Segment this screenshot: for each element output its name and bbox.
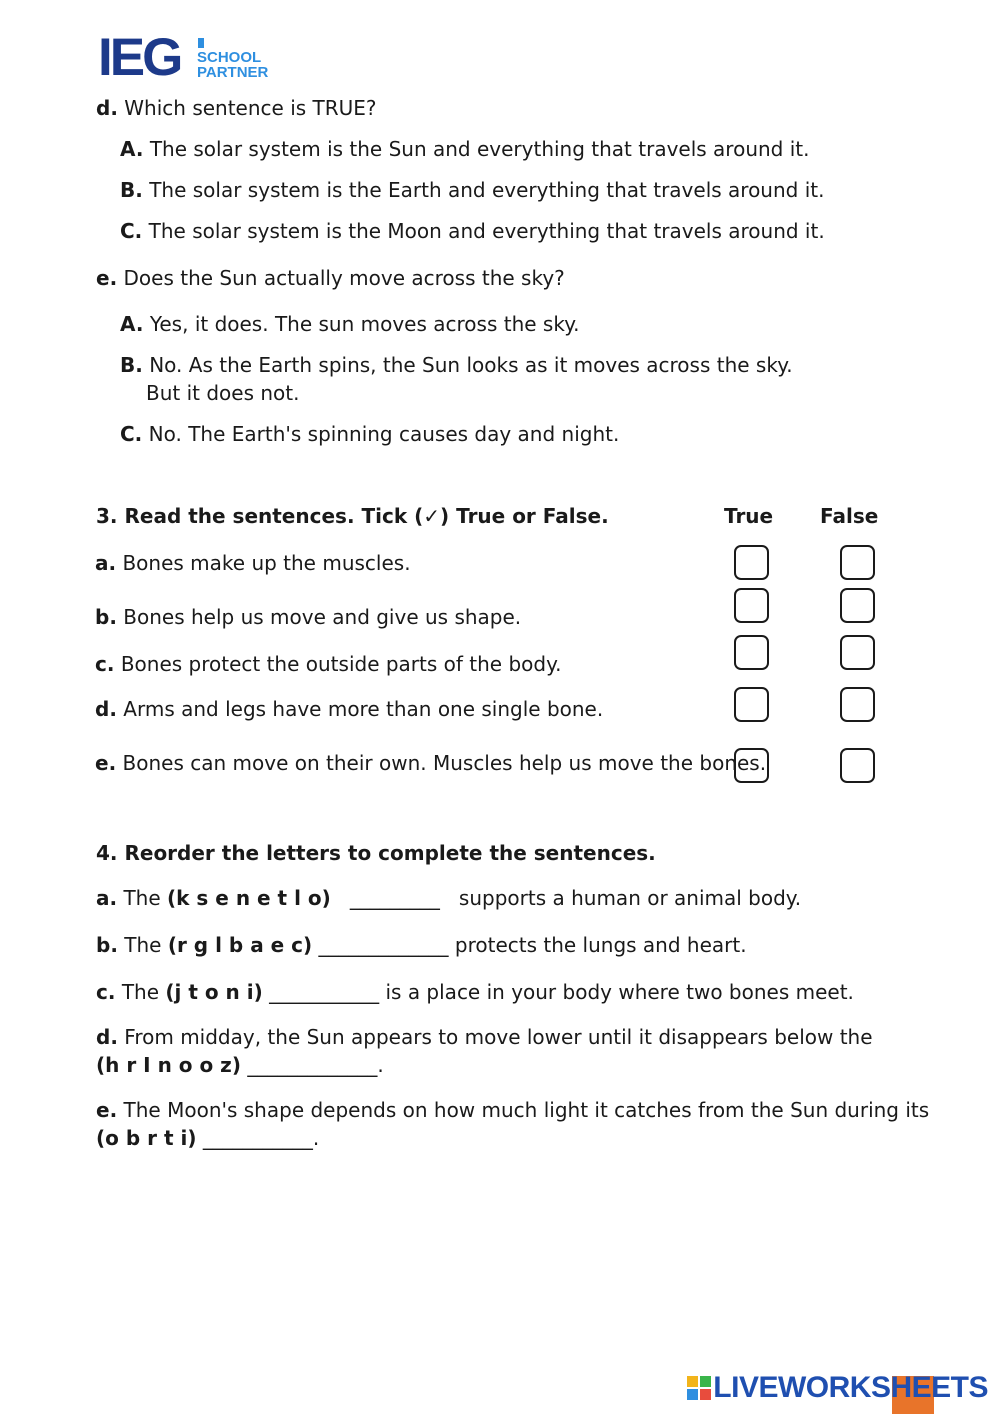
option-d-b[interactable]: B. The solar system is the Earth and everything that travels around it. — [120, 178, 825, 202]
checkbox-false-b[interactable] — [840, 588, 875, 623]
checkbox-false-e[interactable] — [840, 748, 875, 783]
column-true-header: True — [724, 504, 774, 528]
tf-statement-c: c. Bones protect the outside parts of the body. — [95, 652, 562, 676]
answer-blank-c[interactable]: ___________ — [269, 980, 380, 1004]
option-e-a[interactable]: A. Yes, it does. The sun moves across the sky. — [120, 312, 580, 336]
column-false-header: False — [820, 504, 879, 528]
reorder-item-e: e. The Moon's shape depends on how much light it catches from the Sun during its — [96, 1098, 930, 1122]
answer-blank-b[interactable]: _____________ — [318, 933, 449, 957]
liveworksheets-text: LIVEWORKSHEETS — [713, 1371, 988, 1404]
reorder-item-e-line2: (o b r t i) ___________. — [96, 1126, 320, 1150]
reorder-item-a: a. The (k s e n e t l o) _________ supports a human or animal body. — [96, 886, 802, 910]
checkbox-true-d[interactable] — [734, 687, 769, 722]
tf-statement-e: e. Bones can move on their own. Muscles help us move the bones. — [95, 751, 767, 775]
answer-blank-a[interactable]: _________ — [349, 886, 440, 910]
section-3-title: 3. Read the sentences. Tick (✓) True or False. — [96, 504, 609, 528]
tf-statement-a: a. Bones make up the muscles. — [95, 551, 411, 575]
checkbox-false-a[interactable] — [840, 545, 875, 580]
liveworksheets-icon — [687, 1376, 711, 1400]
reorder-item-b: b. The (r g l b a e c) _____________ protects the lungs and heart. — [96, 933, 747, 957]
option-e-b[interactable]: B. No. As the Earth spins, the Sun looks as it moves across the sky. — [120, 353, 793, 377]
option-e-c[interactable]: C. No. The Earth's spinning causes day and night. — [120, 422, 620, 446]
option-e-b-line2: But it does not. — [146, 381, 300, 405]
tf-statement-b: b. Bones help us move and give us shape. — [95, 605, 522, 629]
reorder-item-d-line2: (h r I n o o z) _____________. — [96, 1053, 384, 1077]
checkbox-false-c[interactable] — [840, 635, 875, 670]
section-4-title: 4. Reorder the letters to complete the sentences. — [96, 841, 656, 865]
checkbox-true-e[interactable] — [734, 748, 769, 783]
checkbox-true-a[interactable] — [734, 545, 769, 580]
answer-blank-e[interactable]: ___________ — [202, 1126, 313, 1150]
logo-flag-icon — [198, 38, 204, 48]
logo-ieg-text: IEG — [98, 28, 181, 87]
reorder-item-d: d. From midday, the Sun appears to move lower until it disappears below the — [96, 1025, 873, 1049]
checkbox-true-b[interactable] — [734, 588, 769, 623]
question-e: e. Does the Sun actually move across the sky? — [96, 266, 565, 290]
logo-partner-text: SCHOOL PARTNER — [197, 49, 269, 81]
option-d-a[interactable]: A. The solar system is the Sun and everything that travels around it. — [120, 137, 810, 161]
liveworksheets-logo[interactable] — [687, 1372, 988, 1404]
question-d: d. Which sentence is TRUE? — [96, 96, 377, 120]
checkbox-true-c[interactable] — [734, 635, 769, 670]
option-d-c[interactable]: C. The solar system is the Moon and everything that travels around it. — [120, 219, 825, 243]
checkbox-false-d[interactable] — [840, 687, 875, 722]
tf-statement-d: d. Arms and legs have more than one single bone. — [95, 697, 604, 721]
answer-blank-d[interactable]: _____________ — [247, 1053, 378, 1077]
reorder-item-c: c. The (j t o n i) ___________ is a place in your body where two bones meet. — [96, 980, 854, 1004]
